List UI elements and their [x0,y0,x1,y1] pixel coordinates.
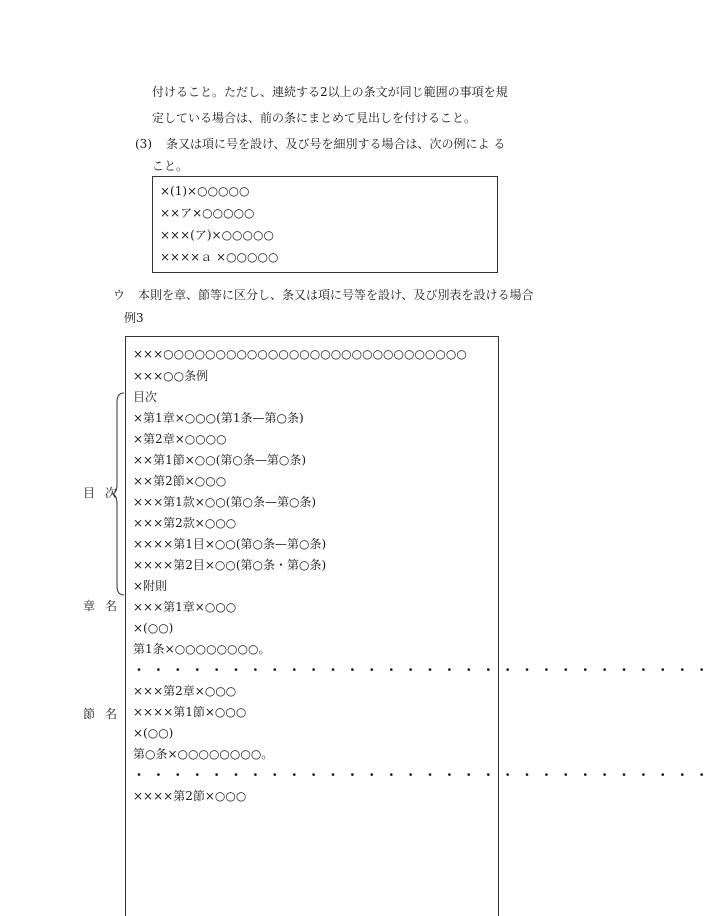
example-2-row: ×附則 [133,579,168,593]
example-1-row: ×××(ア)×○○○○○ [160,228,274,242]
example-2-row: ××第1節×○○(第○条—第○条) [133,453,307,467]
section-u-text: 本則を章、節等に区分し、条又は項に号等を設け、及び別表を設ける場合 [138,288,534,302]
item-3-number: (3) [135,137,152,151]
item-3-line-1: 条又は項に号を設け、及び号を細別する場合は、次の例によ る [166,137,506,151]
example-box-1 [152,176,498,273]
side-label-chapter: 章名 [83,599,128,613]
example-2-row: ×××第1章×○○○ [133,600,237,614]
example-box-2 [125,336,715,916]
example-2-row: ×××○○○○○○○○○○○○○○○○○○○○○○○○○○○○○ [133,347,467,361]
example-2-row: ××××第2節×○○○ [133,789,247,803]
item-3-line-2: こと。 [152,159,189,173]
example-2-row: ××××第1目×○○(第○条—第○条) [133,537,327,551]
example-1-row: ××××ａ ×○○○○○ [160,250,279,264]
example-1-row: ××ア×○○○○○ [160,206,255,220]
example-2-row: ×××○○条例 [133,369,209,383]
example-2-row: 第1条×○○○○○○○○。 [133,642,271,656]
toc-brace-icon [112,392,126,596]
example-label: 例3 [124,311,144,325]
example-2-row: ××第2節×○○○ [133,474,227,488]
example-2-row: ×第1章×○○○(第1条—第○条) [133,411,304,425]
dotted-separator: ・・・・・・・・・・・・・・・・・・・・・・・・・・・・・・ [133,663,715,677]
paragraph-line-2: 定している場合は、前の条にまとめて見出しを付けること。 [152,111,477,125]
example-2-row: ×(○○) [133,726,174,740]
side-label-toc: 目次 [83,486,128,500]
example-2-row: 目次 [133,390,158,404]
dotted-separator: ・・・・・・・・・・・・・・・・・・・・・・・・・・・・・・ [133,768,715,782]
side-label-section: 節名 [83,707,128,721]
example-2-row: ××××第2目×○○(第○条・第○条) [133,558,327,572]
example-2-row: ×××第2款×○○○ [133,516,237,530]
example-2-row: ×××第1款×○○(第○条—第○条) [133,495,317,509]
example-2-row: ×××第2章×○○○ [133,684,237,698]
example-2-row: ××××第1節×○○○ [133,705,247,719]
example-1-row: ×(1)×○○○○○ [160,184,250,198]
section-u-marker: ウ [113,288,126,302]
paragraph-line-1: 付けること。ただし、連続する2以上の条文が同じ範囲の事項を規 [152,85,508,99]
example-2-row: 第○条×○○○○○○○○。 [133,747,274,761]
example-2-row: ×第2章×○○○○ [133,432,227,446]
example-2-row: ×(○○) [133,621,174,635]
